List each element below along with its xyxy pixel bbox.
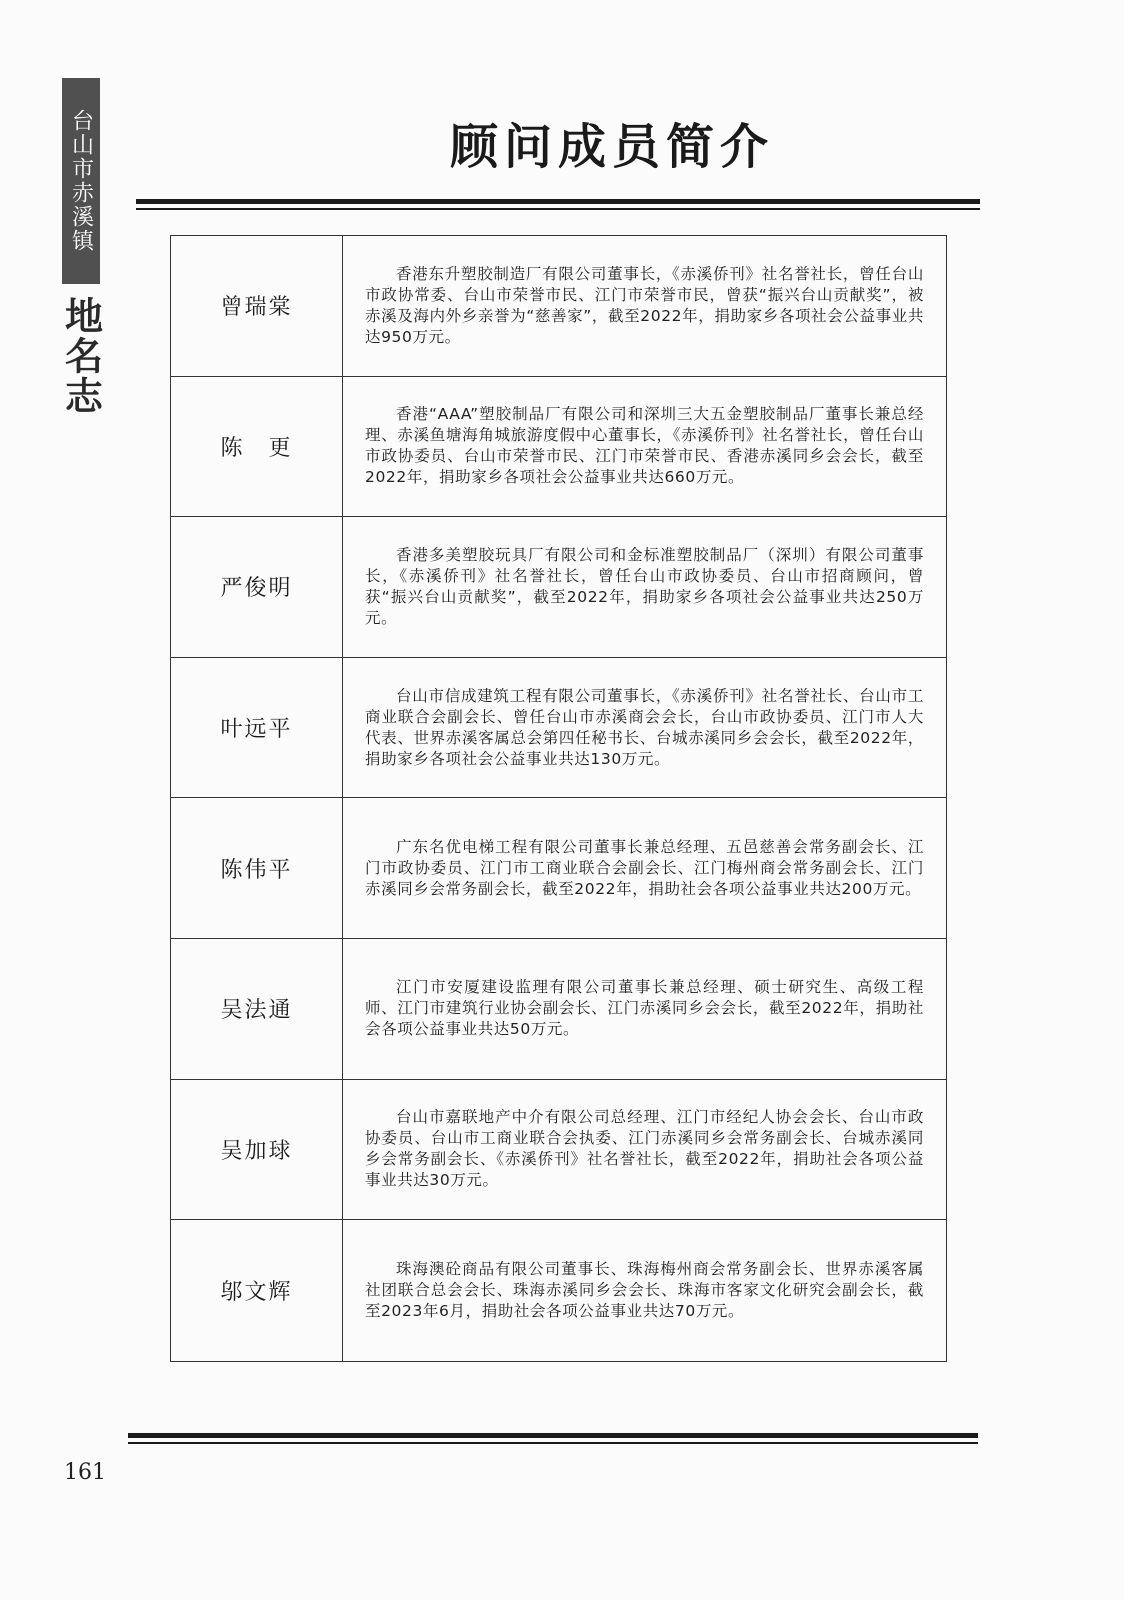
title-rule-thick xyxy=(136,199,980,204)
member-bio: 香港东升塑胶制造厂有限公司董事长，《赤溪侨刊》社名誉社长，曾任台山市政协常委、台山市荣誉市民、江门市荣誉市民，曾获“振兴台山贡献奖”，被赤溪及海内外乡亲誉为“慈善家”，截至2022年，捐助家乡各项社会公益事业共达950万元。 xyxy=(365,264,924,346)
member-row xyxy=(171,798,946,939)
member-name: 邬文辉 xyxy=(171,1220,343,1361)
member-name: 严俊明 xyxy=(171,517,343,657)
side-band-town-name: 台山市赤溪镇 xyxy=(62,78,100,284)
member-bio: 香港“AAA”塑胶制品厂有限公司和深圳三大五金塑胶制品厂董事长兼总经理、赤溪鱼塘海角城旅游度假中心董事长，《赤溪侨刊》社名誉社长，曾任台山市政协委员、台山市荣誉市民、江门市荣誉市民、香港赤溪同乡会会长，截至2022年，捐助家乡各项社会公益事业共达660万元。 xyxy=(365,405,924,487)
member-name: 叶远平 xyxy=(171,658,343,798)
member-row xyxy=(171,517,946,658)
member-row xyxy=(171,658,946,799)
member-row xyxy=(171,939,946,1080)
member-name: 曾瑞棠 xyxy=(171,236,343,376)
member-bio: 珠海澳砼商品有限公司董事长、珠海梅州商会常务副会长、世界赤溪客属社团联合总会会长、珠海赤溪同乡会会长、珠海市客家文化研究会副会长，截至2023年6月，捐助社会各项公益事业共达70万元。 xyxy=(365,1259,924,1320)
members-table xyxy=(170,235,947,1362)
member-bio: 广东名优电梯工程有限公司董事长兼总经理、五邑慈善会常务副会长、江门市政协委员、江门市工商业联合会副会长、江门梅州商会常务副会长、江门赤溪同乡会常务副会长，截至2022年，捐助社会各项公益事业共达200万元。 xyxy=(365,837,924,898)
member-bio: 香港多美塑胶玩具厂有限公司和金标准塑胶制品厂（深圳）有限公司董事长，《赤溪侨刊》社名誉社长，曾任台山市政协委员、台山市招商顾问，曾获“振兴台山贡献奖”，截至2022年，捐助家乡各项社会公益事业共达250万元。 xyxy=(365,545,924,627)
member-row xyxy=(171,377,946,518)
side-title-gazetteer: 地名志 xyxy=(58,296,103,416)
member-row xyxy=(171,1080,946,1221)
footer-rule-thick xyxy=(128,1433,978,1438)
title-rule-thin xyxy=(136,208,980,210)
page-title: 顾问成员简介 xyxy=(449,119,774,175)
member-bio: 江门市安厦建设监理有限公司董事长兼总经理、硕士研究生、高级工程师、江门市建筑行业协会副会长、江门赤溪同乡会会长，截至2022年，捐助社会各项公益事业共达50万元。 xyxy=(365,978,924,1039)
member-name: 吴加球 xyxy=(171,1080,343,1220)
member-bio: 台山市嘉联地产中介有限公司总经理、江门市经纪人协会会长、台山市政协委员、台山市工商业联合会执委、江门赤溪同乡会常务副会长、台城赤溪同乡会常务副会长、《赤溪侨刊》社名誉社长，截至2022年，捐助社会各项公益事业共达30万元。 xyxy=(365,1108,924,1190)
member-name: 陈 更 xyxy=(171,377,343,517)
member-bio: 台山市信成建筑工程有限公司董事长，《赤溪侨刊》社名誉社长、台山市工商业联合会副会长、曾任台山市赤溪商会会长，台山市政协委员、江门市人大代表、世界赤溪客属总会第四任秘书长、台城赤溪同乡会会长，截至2022年，捐助家乡各项社会公益事业共达130万元。 xyxy=(365,686,924,768)
member-name: 陈伟平 xyxy=(171,798,343,938)
page-number: 161 xyxy=(64,1460,106,1485)
footer-rule-thin xyxy=(128,1442,978,1444)
member-row xyxy=(171,1220,946,1361)
member-row xyxy=(171,236,946,377)
member-name: 吴法通 xyxy=(171,939,343,1079)
